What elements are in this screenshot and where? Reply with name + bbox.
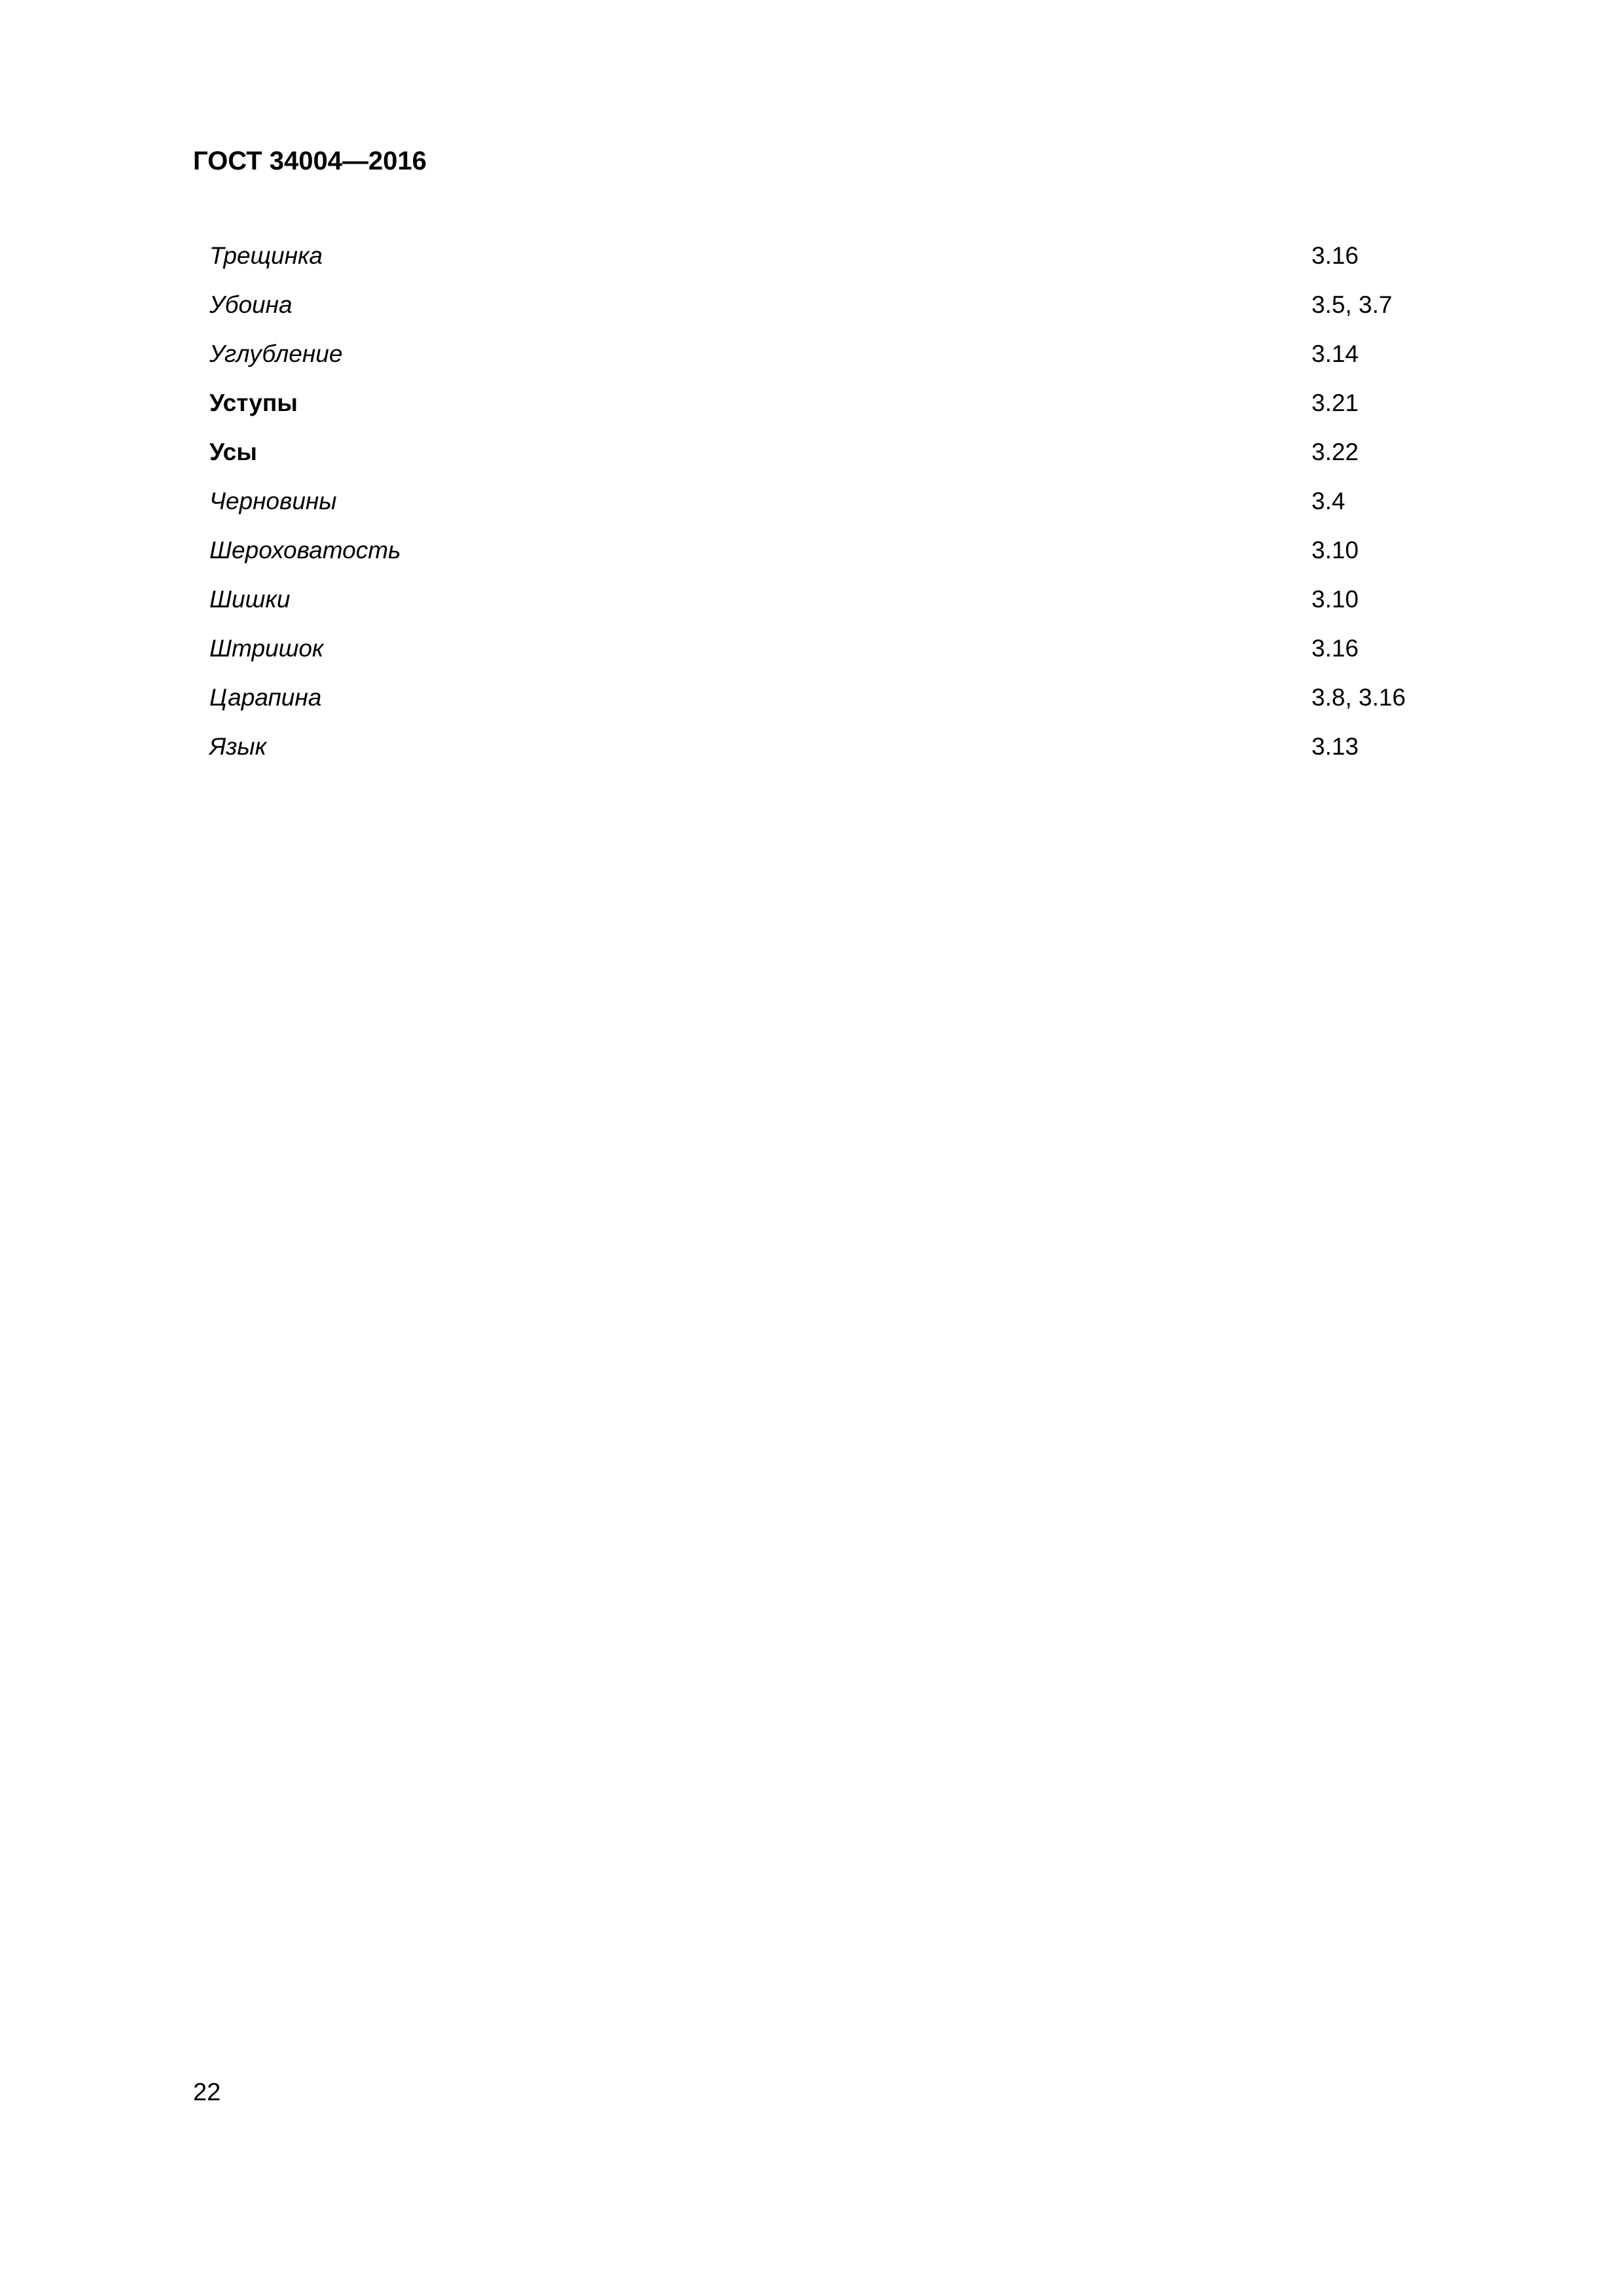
document-header: ГОСТ 34004—2016	[193, 147, 427, 175]
index-term: Черновины	[209, 488, 337, 514]
alphabetical-index	[0, 243, 1623, 783]
index-entry	[0, 391, 1623, 440]
index-reference: 3.14	[1311, 340, 1359, 367]
index-term: Шероховатость	[209, 537, 401, 564]
index-entry	[0, 489, 1623, 538]
index-entry	[0, 243, 1623, 293]
index-reference: 3.8, 3.16	[1311, 684, 1406, 711]
index-entry	[0, 587, 1623, 636]
index-reference: 3.16	[1311, 242, 1359, 269]
index-term: Язык	[209, 733, 267, 760]
index-term: Углубление	[209, 340, 343, 367]
index-reference: 3.4	[1311, 488, 1346, 514]
index-term: Убоина	[209, 291, 293, 318]
index-term: Усы	[209, 439, 257, 465]
index-entry	[0, 538, 1623, 587]
index-reference: 3.16	[1311, 635, 1359, 662]
page-number: 22	[193, 2079, 221, 2106]
index-entry	[0, 293, 1623, 342]
index-term: Шишки	[209, 586, 291, 613]
index-reference: 3.22	[1311, 439, 1359, 465]
index-term: Трещинка	[209, 242, 323, 269]
index-reference: 3.13	[1311, 733, 1359, 760]
index-reference: 3.5, 3.7	[1311, 291, 1393, 318]
index-term: Уступы	[209, 389, 298, 416]
index-reference: 3.10	[1311, 586, 1359, 613]
index-entry	[0, 685, 1623, 734]
index-entry	[0, 440, 1623, 489]
index-entry	[0, 734, 1623, 783]
index-term: Штришок	[209, 635, 324, 662]
index-term: Царапина	[209, 684, 322, 711]
index-reference: 3.10	[1311, 537, 1359, 564]
index-entry	[0, 342, 1623, 391]
index-entry	[0, 636, 1623, 685]
index-reference: 3.21	[1311, 389, 1359, 416]
